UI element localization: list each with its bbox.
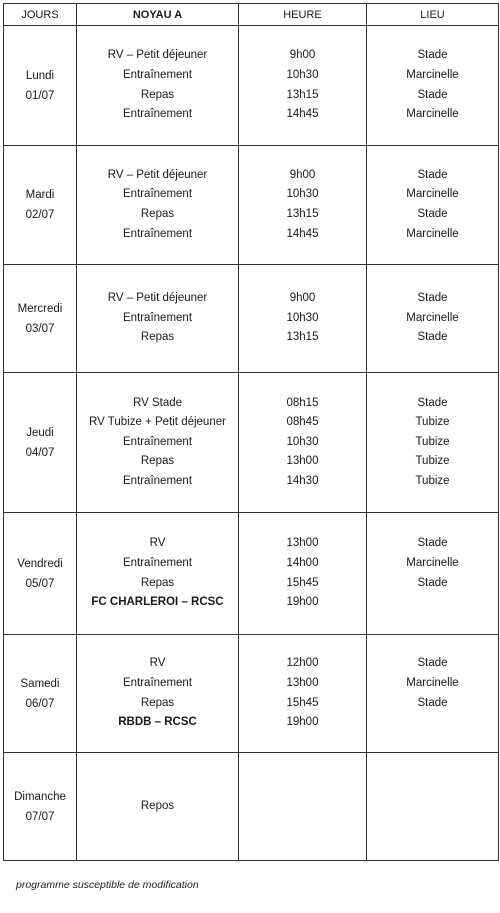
- activity: Repas: [140, 208, 175, 220]
- day-name: Mardi: [25, 189, 55, 201]
- place: [367, 797, 498, 817]
- activity: Entraînement: [122, 474, 193, 487]
- time: 13h00: [286, 537, 319, 550]
- place: Marcinelle: [406, 68, 459, 81]
- place: Stade: [417, 396, 448, 409]
- place: Marcinelle: [406, 108, 459, 121]
- activity: Repas: [140, 331, 175, 344]
- day-date: 05/07: [25, 577, 55, 590]
- footnote: programme susceptible de modification: [16, 879, 199, 891]
- time: 13h00: [286, 455, 319, 468]
- activity: Entraînement: [122, 556, 193, 569]
- place-cell: [367, 26, 499, 146]
- activity-cell: [77, 146, 239, 265]
- time: 15h45: [286, 576, 319, 589]
- time: 14h00: [286, 556, 319, 569]
- day-row: [4, 635, 499, 753]
- place-cell: [367, 265, 499, 373]
- time: 14h30: [286, 474, 319, 487]
- activity: RBDB – RCSC: [118, 716, 197, 729]
- place: Marcinelle: [406, 311, 459, 324]
- place-cell: [367, 513, 499, 635]
- time-cell: [239, 635, 367, 753]
- place: Stade: [417, 168, 448, 181]
- place: Stade: [417, 696, 448, 709]
- activity-cell: [77, 265, 239, 373]
- day-cell: [4, 146, 77, 265]
- activity: RV Tubize + Petit déjeuner: [89, 416, 226, 429]
- place: [367, 593, 498, 613]
- activity: RV: [149, 537, 166, 550]
- time: 14h45: [286, 108, 319, 121]
- header-heure: HEURE: [239, 4, 367, 26]
- time-cell: [239, 753, 367, 861]
- time: 19h00: [286, 716, 319, 729]
- day-row: [4, 146, 499, 265]
- day-row: [4, 513, 499, 635]
- day-date: 06/07: [25, 697, 55, 710]
- activity: RV: [149, 657, 166, 670]
- day-name: Mercredi: [17, 302, 63, 315]
- time: 10h30: [286, 311, 319, 324]
- activity: Entraînement: [122, 311, 193, 324]
- activity: Repas: [140, 455, 175, 468]
- day-cell: [4, 753, 77, 861]
- activity: Repos: [140, 799, 175, 812]
- time: 15h45: [286, 696, 319, 709]
- activity: RV – Petit déjeuner: [107, 292, 208, 305]
- place: Stade: [417, 292, 448, 305]
- schedule-table: [3, 3, 499, 861]
- place-cell: [367, 146, 499, 265]
- activity-cell: [77, 513, 239, 635]
- activity: RV Stade: [132, 396, 182, 409]
- place: [367, 713, 498, 733]
- time-cell: [239, 265, 367, 373]
- day-name: Samedi: [20, 677, 60, 690]
- time: 13h15: [286, 208, 319, 220]
- time: 13h15: [286, 331, 319, 344]
- time: 10h30: [286, 68, 319, 81]
- time-cell: [239, 373, 367, 513]
- day-name: Dimanche: [14, 790, 66, 803]
- time: 10h30: [286, 435, 319, 448]
- place: Tubize: [415, 474, 450, 487]
- day-row: [4, 265, 499, 373]
- time: 9h00: [289, 168, 316, 181]
- place: Stade: [417, 208, 448, 220]
- day-date: 01/07: [25, 89, 55, 102]
- activity: Entraînement: [122, 435, 193, 448]
- header-jours: JOURS: [4, 4, 77, 26]
- schedule-body: [4, 26, 499, 861]
- day-row: [4, 753, 499, 861]
- place: Stade: [417, 537, 448, 550]
- header-lieu: LIEU: [367, 4, 499, 26]
- day-date: 04/07: [25, 446, 55, 459]
- day-cell: [4, 513, 77, 635]
- place: Stade: [417, 331, 448, 344]
- place-cell: [367, 753, 499, 861]
- activity-cell: [77, 635, 239, 753]
- place: Stade: [417, 657, 448, 670]
- day-cell: [4, 26, 77, 146]
- activity: Repas: [140, 88, 175, 101]
- time: 14h45: [286, 227, 319, 240]
- day-name: Vendredi: [17, 557, 63, 570]
- activity-cell: [77, 753, 239, 861]
- time: 08h45: [286, 416, 319, 429]
- activity: Entraînement: [122, 188, 193, 201]
- day-cell: [4, 373, 77, 513]
- header-noyau: NOYAU A: [77, 4, 239, 26]
- header-row: [4, 4, 499, 26]
- day-name: Lundi: [25, 69, 55, 82]
- activity: Repas: [140, 576, 175, 589]
- place: Stade: [417, 576, 448, 589]
- time: 13h00: [286, 676, 319, 689]
- time: [239, 797, 366, 817]
- activity: Entraînement: [122, 676, 193, 689]
- place: Marcinelle: [406, 227, 459, 240]
- time: 9h00: [289, 292, 316, 305]
- day-row: [4, 26, 499, 146]
- activity: Entraînement: [122, 68, 193, 81]
- activity: RV – Petit déjeuner: [107, 49, 208, 62]
- place: Stade: [417, 49, 448, 62]
- time: 08h15: [286, 396, 319, 409]
- place: Marcinelle: [406, 556, 459, 569]
- place-cell: [367, 635, 499, 753]
- activity: Repas: [140, 696, 175, 709]
- day-name: Jeudi: [26, 426, 54, 439]
- activity-cell: [77, 373, 239, 513]
- place-cell: [367, 373, 499, 513]
- place: Tubize: [415, 416, 450, 429]
- day-cell: [4, 635, 77, 753]
- place: Marcinelle: [406, 188, 459, 201]
- time: 13h15: [286, 88, 319, 101]
- place: Tubize: [415, 435, 450, 448]
- day-row: [4, 373, 499, 513]
- activity: FC CHARLEROI – RCSC: [91, 596, 224, 609]
- place: Stade: [417, 88, 448, 101]
- time: 12h00: [286, 657, 319, 670]
- day-date: 07/07: [25, 810, 55, 823]
- time: 10h30: [286, 188, 319, 201]
- activity: RV – Petit déjeuner: [107, 168, 208, 181]
- place: Marcinelle: [406, 676, 459, 689]
- time-cell: [239, 26, 367, 146]
- time: 9h00: [289, 49, 316, 62]
- time-cell: [239, 146, 367, 265]
- day-date: 02/07: [25, 209, 55, 221]
- day-cell: [4, 265, 77, 373]
- time: 19h00: [286, 596, 319, 609]
- place: Tubize: [415, 455, 450, 468]
- activity-cell: [77, 26, 239, 146]
- activity: Entraînement: [122, 227, 193, 240]
- activity: Entraînement: [122, 108, 193, 121]
- day-date: 03/07: [25, 322, 55, 335]
- time-cell: [239, 513, 367, 635]
